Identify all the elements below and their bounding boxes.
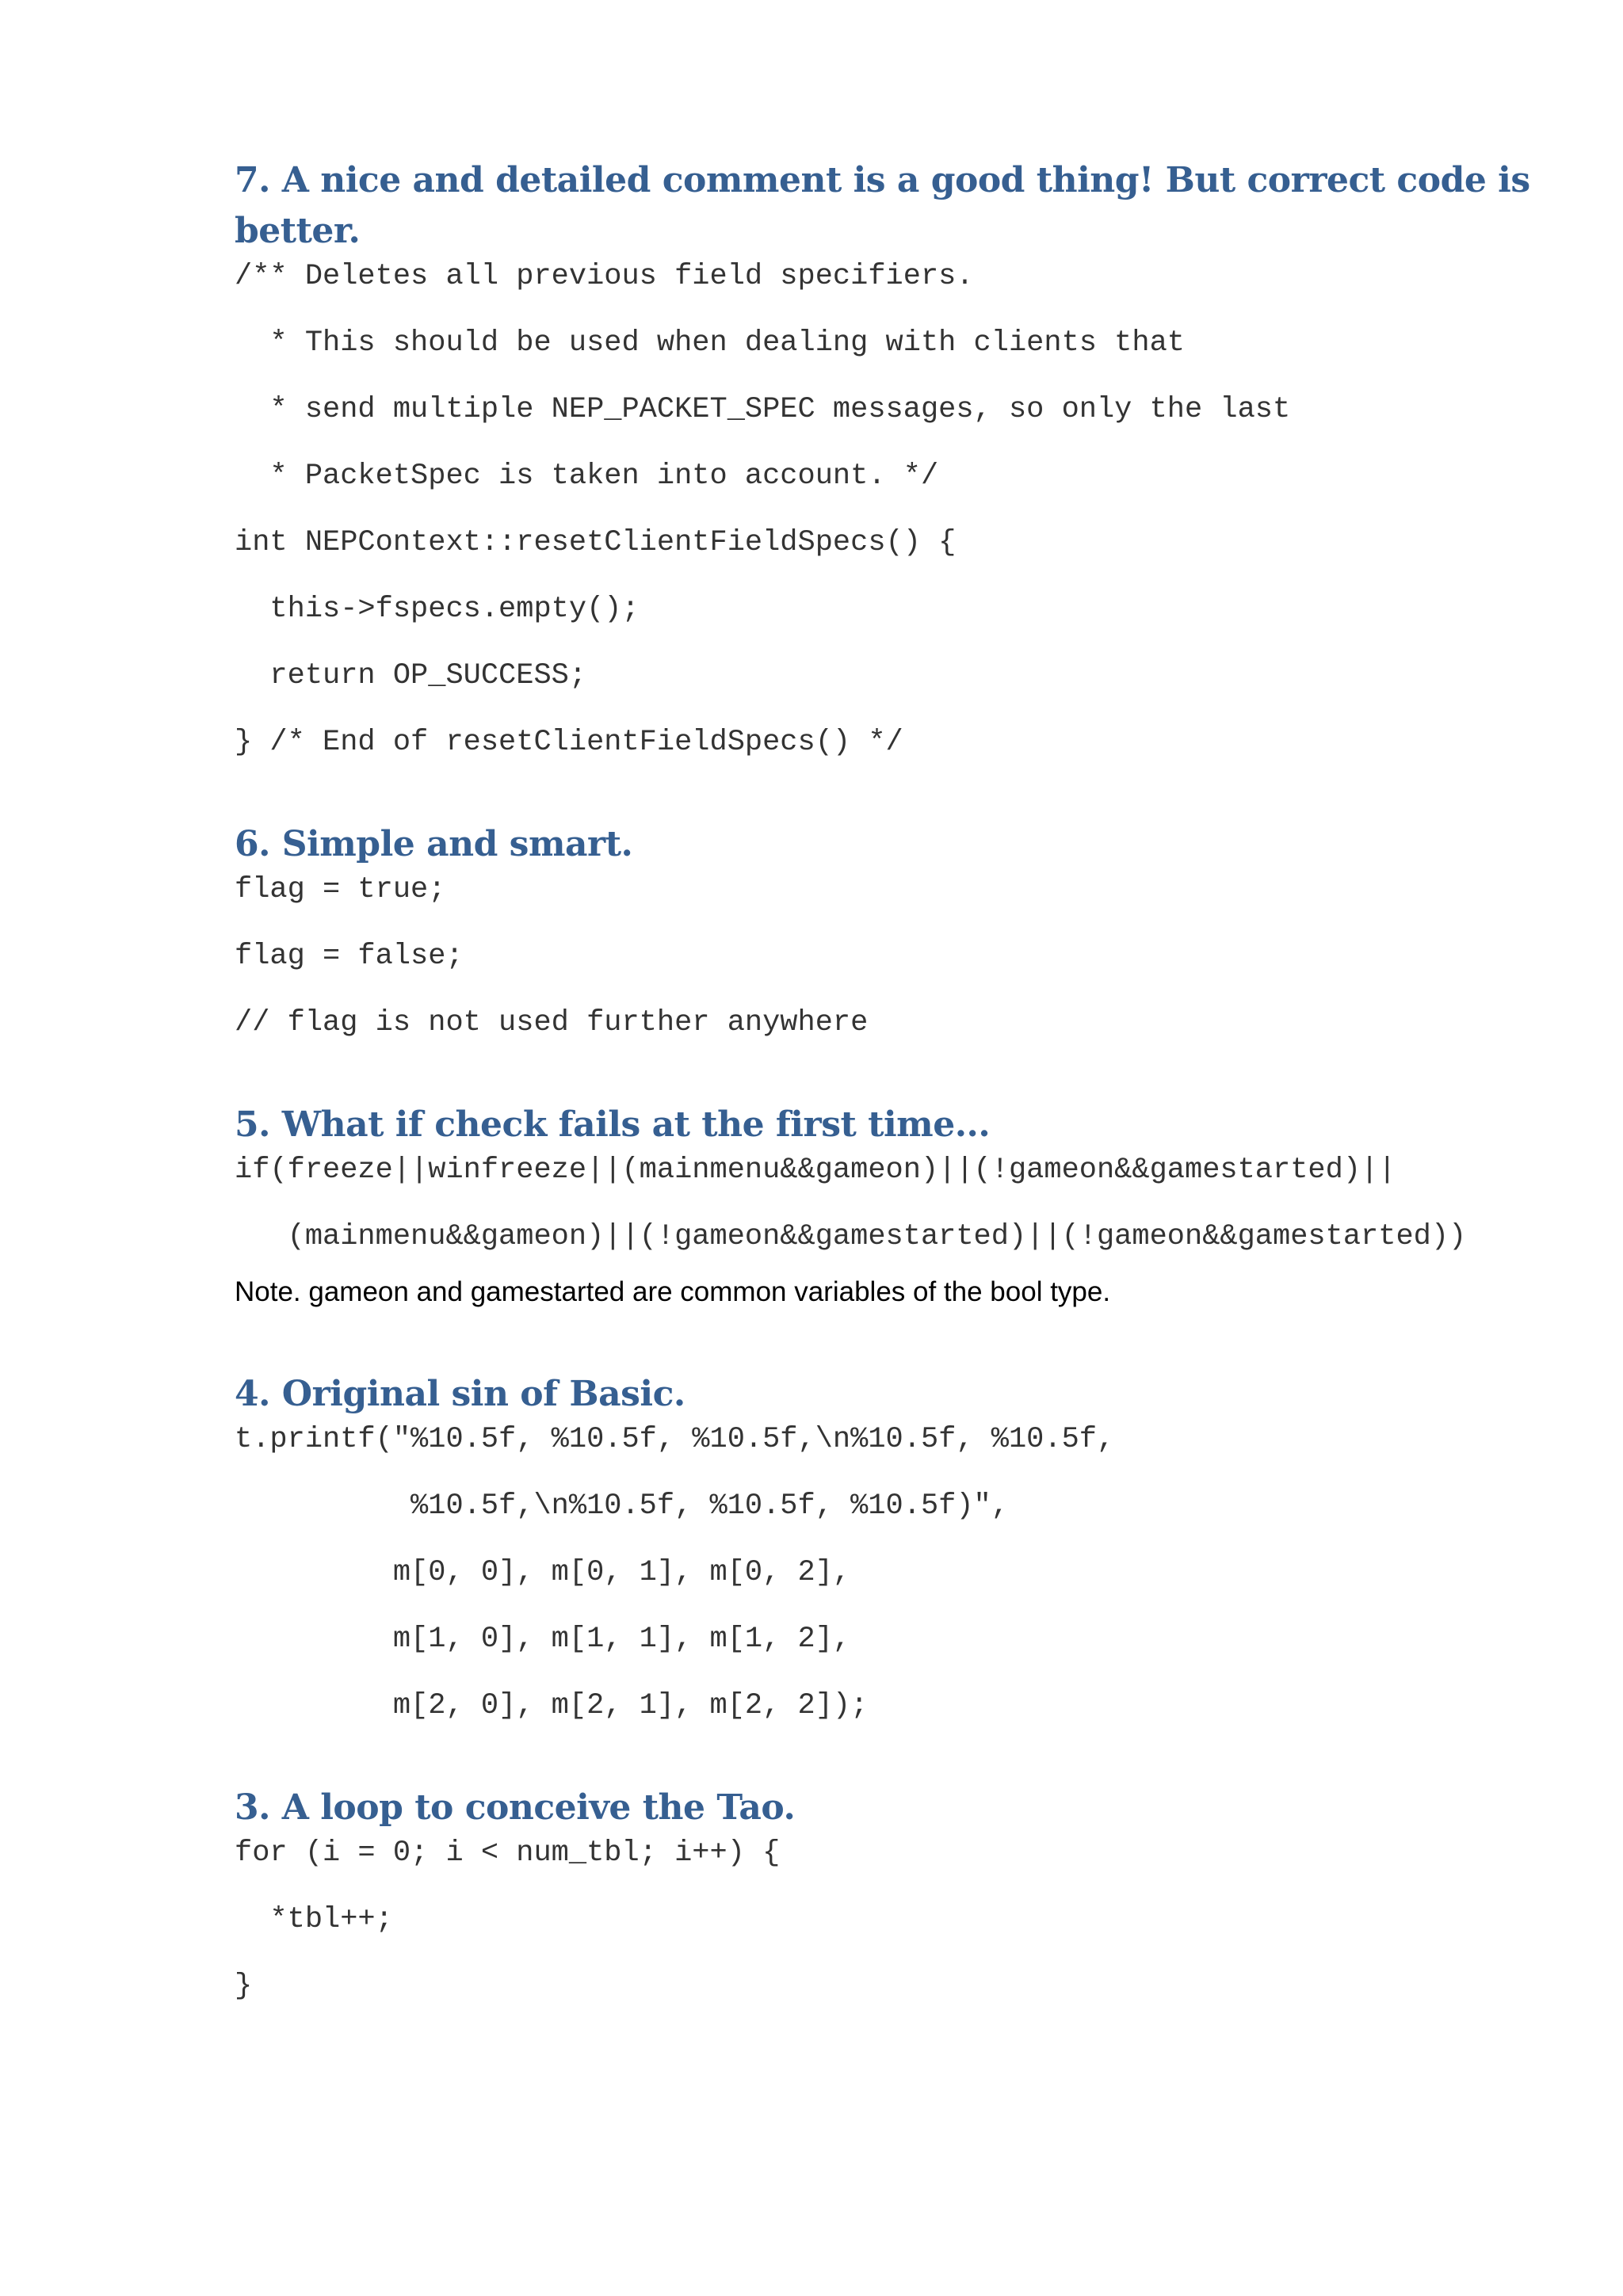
- code-line: flag = false;: [235, 940, 464, 973]
- section-4: [235, 1369, 1582, 1726]
- code-line: m[1, 0], m[1, 1], m[1, 2],: [235, 1623, 851, 1656]
- code-line: // flag is not used further anywhere: [235, 1006, 869, 1039]
- code-line: m[2, 0], m[2, 1], m[2, 2]);: [235, 1689, 869, 1722]
- code-line: m[0, 0], m[0, 1], m[0, 2],: [235, 1556, 851, 1589]
- code-line: int NEPContext::resetClientFieldSpecs() {: [235, 526, 957, 559]
- code-line: * send multiple NEP_PACKET_SPEC messages, so only the last: [235, 393, 1291, 426]
- section-5: [235, 1100, 1582, 1312]
- code-line: for (i = 0; i < num_tbl; i++) {: [235, 1836, 781, 1870]
- section-spacer: [235, 1726, 1582, 1783]
- section-6-heading: 6. Simple and smart.: [235, 824, 633, 864]
- code-line: %10.5f,\n%10.5f, %10.5f, %10.5f)",: [235, 1489, 1009, 1523]
- code-line: /** Deletes all previous field specifiers.: [235, 260, 974, 293]
- section-6: [235, 819, 1582, 1043]
- section-7-heading-line1: 7. A nice and detailed comment is a good thing! But correct code is: [235, 160, 1530, 200]
- section-5-heading: 5. What if check fails at the first time...: [235, 1104, 991, 1145]
- code-line: * This should be used when dealing with clients that: [235, 326, 1185, 360]
- code-line: t.printf("%10.5f, %10.5f, %10.5f,\n%10.5f, %10.5f,: [235, 1423, 1115, 1456]
- code-line: } /* End of resetClientFieldSpecs() */: [235, 726, 903, 759]
- section-3-heading: 3. A loop to conceive the Tao.: [235, 1787, 796, 1828]
- code-line: flag = true;: [235, 873, 446, 906]
- code-line: *tbl++;: [235, 1903, 393, 1936]
- document-content: [235, 155, 1582, 2006]
- code-line: return OP_SUCCESS;: [235, 659, 587, 692]
- section-3: [235, 1783, 1582, 2006]
- section-spacer: [235, 1312, 1582, 1369]
- code-line: * PacketSpec is taken into account. */: [235, 460, 939, 493]
- code-line: }: [235, 1970, 253, 2003]
- section-4-heading: 4. Original sin of Basic.: [235, 1374, 685, 1414]
- code-line: (mainmenu&&gameon)||(!gameon&&gamestarted)||(!gameon&&gamestarted)): [235, 1220, 1467, 1253]
- section-7-heading: [235, 155, 1582, 257]
- section-5-note: Note. gameon and gamestarted are common variables of the bool type.: [235, 1276, 1111, 1307]
- code-line: if(freeze||winfreeze||(mainmenu&&gameon)||(!gameon&&gamestarted)||: [235, 1154, 1396, 1187]
- section-7-heading-line2: better.: [235, 211, 361, 251]
- section-spacer: [235, 762, 1582, 819]
- section-7: [235, 155, 1582, 762]
- section-spacer: [235, 1043, 1582, 1100]
- code-line: this->fspecs.empty();: [235, 593, 640, 626]
